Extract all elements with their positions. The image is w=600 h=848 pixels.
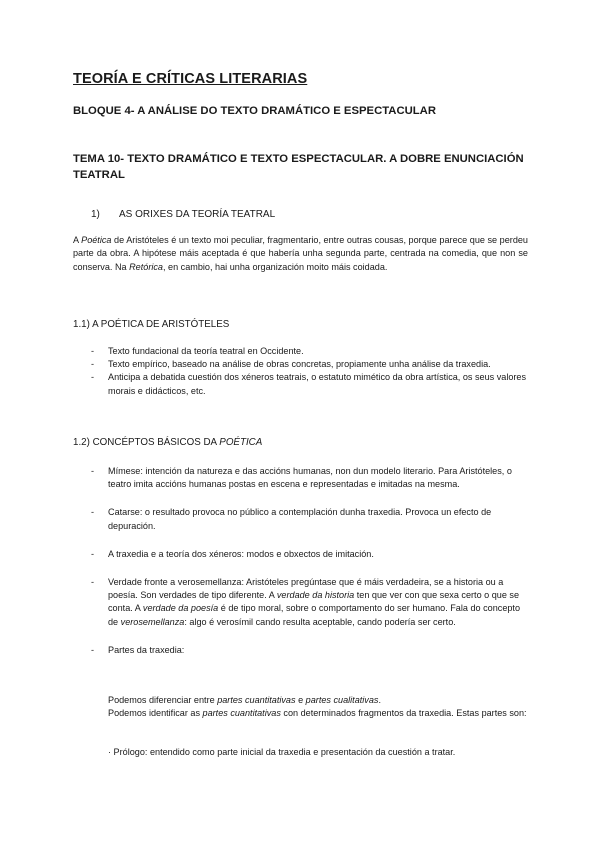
list-item-text: Texto empírico, baseado na análise de obras concretas, propiamente unha análise da traxedia. [108, 359, 491, 370]
list-dash: - [91, 577, 95, 588]
list-item-traxedia [73, 548, 528, 561]
tema-heading: TEMA 10- TEXTO DRAMÁTICO E TEXTO ESPECTACULAR. A DOBRE ENUNCIACIÓN TEATRAL [73, 153, 524, 181]
verdade-italic-poesia: verdade da poesía [142, 603, 219, 614]
list-item-text: Catarse: o resultado provoca no público a contemplación dunha traxedia. Provoca un efecto de depuración. [108, 507, 492, 531]
list-dash: - [91, 548, 95, 559]
section-1-label: AS ORIXES DA TEORÍA TEATRAL [119, 209, 276, 220]
prologo-line: · Prólogo: entendido como parte inicial da traxedia e presentación da cuestión a tratar. [108, 747, 456, 757]
verdade-text-c: ten que ver con que sexa certo o que se conta. A [108, 590, 520, 614]
verdade-text-e: é de tipo moral, sobre o comportamento do ser humano. Fala do concepto de [108, 603, 521, 627]
list-item-text: Anticipa a debatida cuestión dos xéneros teatrais, o estatuto mimético da obra artística, os seus valores morais e didácticos, etc. [108, 372, 527, 396]
partes-line-2 [108, 707, 528, 720]
concepts-list [73, 465, 528, 672]
verdade-italic-historia: verdade da historia [276, 590, 355, 601]
partes-text: . [378, 695, 381, 705]
list-dash: - [91, 359, 95, 370]
partes-italic: partes cualitativas [305, 695, 379, 705]
document-title: TEORÍA E CRÍTICAS LITERARIAS [73, 71, 308, 87]
verdade-text-g: : algo é verosímil cando resulta aceptable, cando podería ser certo. [184, 616, 456, 627]
verdade-text-a: Verdade fronte a verosemellanza: Aristóteles pregúntase que é máis verdadeira, se a historia ou a poesía. Son verdades de tipo diferente. A [108, 577, 504, 601]
intro-italic-retorica: Retórica [129, 261, 163, 272]
partes-line-1 [108, 694, 528, 707]
intro-text-3: , en cambio, hai unha organización moito máis coidada. [162, 261, 388, 272]
intro-italic-poetica: Poética [81, 235, 112, 245]
list-item [73, 358, 528, 371]
section-1-2-heading [73, 437, 262, 448]
list-dash: - [91, 372, 95, 383]
section-1-2-italic: POÉTICA [219, 437, 263, 448]
list-dash: - [91, 466, 95, 476]
list-item-text: Partes da traxedia: [108, 644, 185, 655]
section-1-heading [91, 209, 275, 220]
list-item [73, 371, 528, 397]
partes-text: e [295, 695, 306, 705]
intro-text-1: A [73, 235, 82, 245]
list-item-text: Texto fundacional da teoría teatral en Occidente. [108, 346, 304, 356]
verdade-italic-verosemellanza: verosemellanza [120, 616, 185, 627]
partes-text: Podemos diferenciar entre [108, 695, 218, 705]
section-1-2-label: 1.2) CONCÉPTOS BÁSICOS DA [73, 437, 220, 448]
partes-italic: partes cuantitativas [217, 695, 296, 705]
section-1-number: 1) [91, 209, 100, 220]
list-dash: - [91, 644, 95, 655]
poetica-list [73, 345, 528, 398]
partes-text: con determinados fragmentos da traxedia. Estas partes son: [280, 708, 527, 719]
section-1-1-heading: 1.1) A POÉTICA DE ARISTÓTELES [73, 319, 230, 330]
block-heading: BLOQUE 4- A ANÁLISE DO TEXTO DRAMÁTICO E ESPECTACULAR [73, 105, 436, 117]
partes-italic: partes cuantitativas [202, 708, 281, 719]
list-item-partes [73, 644, 528, 657]
list-item-catarse [73, 506, 528, 532]
intro-text-2: de Aristóteles é un texto moi peculiar, fragmentario, entre outras cousas, porque parece que se perdeu parte da obra. A hipótese máis aceptada é que habería unha segunda parte, centrada na comedia, que non se conserva. Na [73, 235, 528, 272]
list-item-text: Mímese: intención da natureza e das accións humanas, non dun modelo literario. Para Aristóteles, o teatro imita accións humanas postas en escena e representadas e imitadas na mesma. [108, 466, 512, 490]
list-dash: - [91, 346, 95, 356]
list-item-text: A traxedia e a teoría dos xéneros: modos e obxectos de imitación. [108, 548, 374, 559]
list-item-verdade [73, 576, 528, 629]
list-item [73, 345, 528, 358]
list-dash: - [91, 507, 95, 518]
partes-detail [108, 694, 528, 721]
partes-text: Podemos identificar as [108, 708, 203, 719]
intro-paragraph [73, 234, 528, 274]
list-item-mimese [73, 465, 528, 491]
